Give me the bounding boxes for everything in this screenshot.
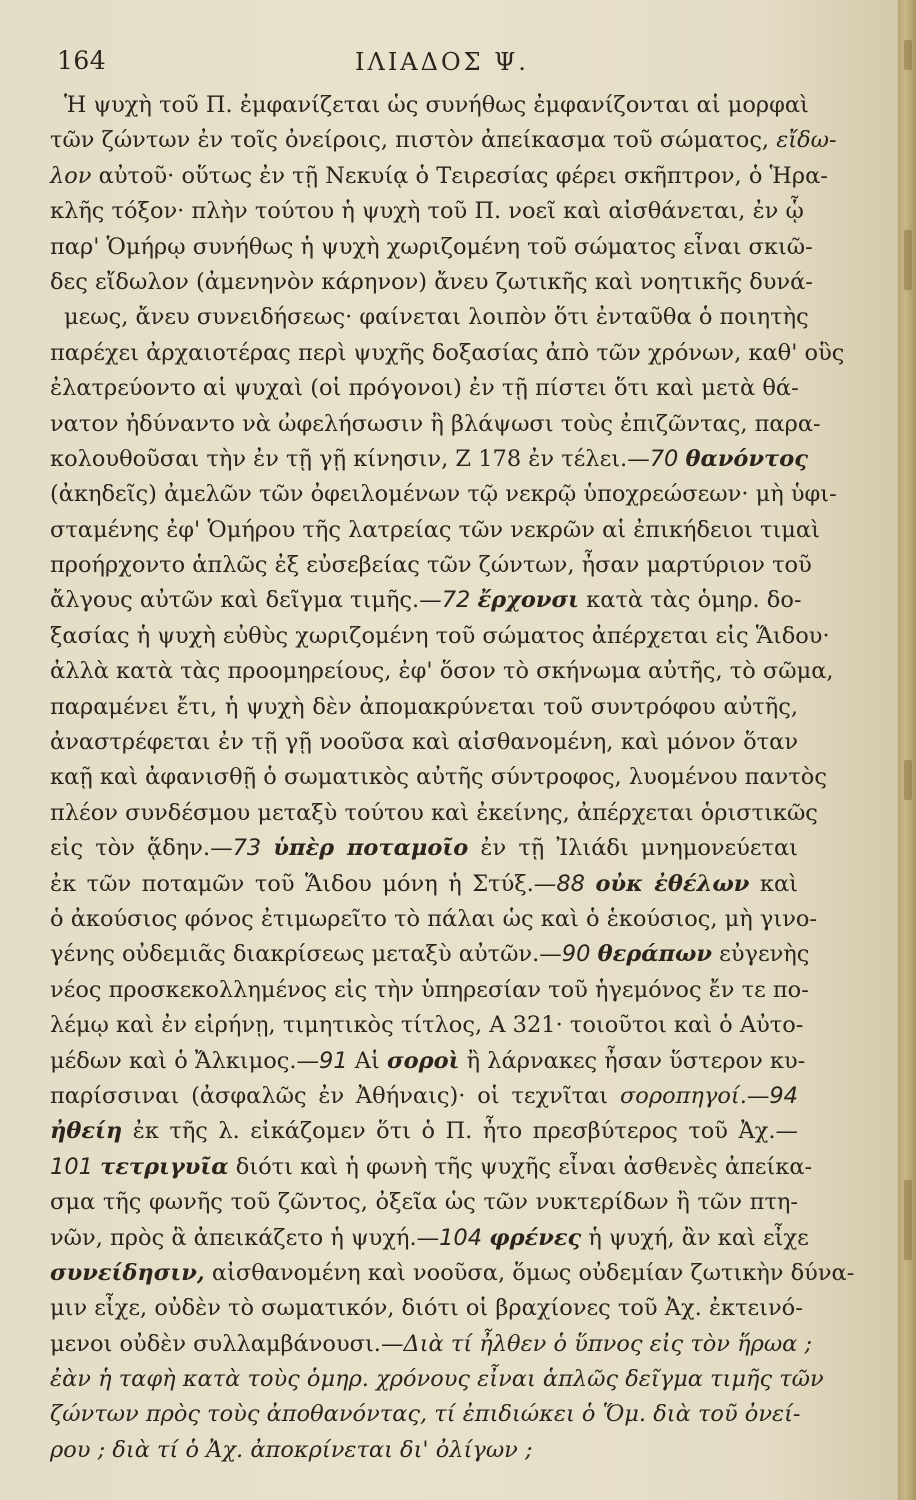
text-segment: προήρχοντο ἁπλῶς ἐξ εὐσεβείας τῶν ζώντων, ἦσαν μαρτύριον τοῦ xyxy=(50,552,812,579)
running-title: ΙΛΙΑΔΟΣ Ψ. xyxy=(355,48,529,76)
text-line xyxy=(50,973,809,1008)
text-segment: κατὰ τὰς ὁμηρ. δο- xyxy=(579,587,802,614)
text-segment: ἐκ τῆς λ. εἰκάζομεν ὅτι ὁ Π. ἦτο πρεσβύτερος τοῦ Ἀχ.— xyxy=(122,1118,798,1145)
edge-stain xyxy=(904,230,912,290)
line-reference: 104 xyxy=(439,1224,483,1251)
text-segment: Διὰ τί ἦλθεν ὁ ὕπνος εἰς τὸν ἥρωα ; xyxy=(403,1330,813,1357)
text-segment: παρ' Ὁμήρῳ συνήθως ἡ ψυχὴ χωριζομένη τοῦ σώματος εἶναι σκιῶ- xyxy=(50,233,813,260)
text-segment xyxy=(678,446,685,472)
text-line xyxy=(50,371,798,406)
text-segment: σταμένης ἐφ' Ὁμήρου τῆς λατρείας τῶν νεκρῶν αἱ ἐπικήδειοι τιμαὶ xyxy=(50,516,820,543)
edge-stain xyxy=(904,760,912,800)
text-segment: νατον ἠδύναντο νὰ ὠφελήσωσιν ἢ βλάψωσι τοὺς ἐπιζῶντας, παρα- xyxy=(50,410,821,437)
text-segment: νῶν, πρὸς ἃ ἀπεικάζετο ἡ ψυχή.— xyxy=(50,1224,440,1251)
text-segment: ἀναστρέφεται ἐν τῇ γῇ νοοῦσα καὶ αἰσθανομένη, καὶ μόνον ὅταν xyxy=(50,729,798,756)
text-line xyxy=(50,725,798,760)
lemma: θεράπων xyxy=(597,941,713,968)
text-line xyxy=(50,1008,804,1043)
text-line xyxy=(50,1079,798,1114)
text-segment: εἰς τὸν ᾅδην.— xyxy=(50,835,233,862)
text-segment: κλῆς τόξον· πλὴν τούτου ἡ ψυχὴ τοῦ Π. νοεῖ καὶ αἰσθάνεται, ἐν ᾧ xyxy=(50,198,804,225)
page-edge xyxy=(898,0,916,1500)
text-line xyxy=(50,1114,798,1149)
text-line xyxy=(50,1397,801,1432)
page-number: 164 xyxy=(57,46,107,75)
text-line xyxy=(50,937,810,972)
text-line xyxy=(50,300,809,335)
text-segment: γένης οὐδεμιᾶς διακρίσεως μεταξὺ αὐτῶν.— xyxy=(50,941,562,968)
text-segment: ὁ ἀκούσιος φόνος ἐτιμωρεῖτο τὸ πάλαι ὡς καὶ ὁ ἑκούσιος, μὴ γινο- xyxy=(50,905,818,932)
page-header xyxy=(55,40,815,80)
text-line xyxy=(50,1185,798,1220)
text-segment: καὶ xyxy=(749,870,799,897)
text-segment: παραμένει ἔτι, ἡ ψυχὴ δὲν ἀπομακρύνεται τοῦ συντρόφου αὐτῆς, xyxy=(50,693,798,720)
text-segment: ἐκ τῶν ποταμῶν τοῦ Ἅιδου μόνη ἡ Στύξ.— xyxy=(50,870,557,897)
text-segment: (ἀκηδεῖς) ἀμελῶν τῶν ὀφειλομένων τῷ νεκρῷ ὑποχρεώσεων· μὴ ὑφι- xyxy=(50,481,837,508)
edge-stain xyxy=(904,1180,912,1260)
text-segment: ἐν τῇ Ἰλιάδι μνημονεύεται xyxy=(468,835,798,862)
text-segment: λον xyxy=(50,162,92,189)
commentary-text xyxy=(50,88,855,1468)
text-segment: δες εἴδωλον (ἀμενηνὸν κάρηνον) ἄνευ ζωτικῆς καὶ νοητικῆς δυνά- xyxy=(50,268,813,295)
text-segment xyxy=(590,941,597,967)
text-segment: εὐγενὴς xyxy=(712,941,810,968)
line-reference: 73 xyxy=(232,835,262,862)
text-segment: σοροπηγοί. xyxy=(619,1082,747,1109)
text-segment: ἡ ψυχή, ἂν καὶ εἶχε xyxy=(581,1224,809,1251)
line-reference: 88 xyxy=(556,870,585,897)
text-segment: ἄλγους αὐτῶν καὶ δεῖγμα τιμῆς.— xyxy=(50,587,442,614)
line-reference: 90 xyxy=(561,941,591,968)
text-line xyxy=(50,1150,813,1185)
text-line xyxy=(50,1221,809,1256)
text-line xyxy=(50,123,837,158)
text-line xyxy=(50,230,813,265)
line-reference: 94 xyxy=(769,1082,798,1109)
text-segment: μενοι οὐδὲν συλλαμβάνουσι.— xyxy=(50,1330,404,1357)
text-segment: ἀλλὰ κατὰ τὰς προομηρείους, ἐφ' ὅσον τὸ σκήνωμα αὐτῆς, τὸ σῶμα, xyxy=(50,658,834,685)
text-segment: — xyxy=(746,1082,770,1109)
text-line xyxy=(50,1433,798,1468)
text-segment: παρίσσιναι (ἀσφαλῶς ἐν Ἀθήναις)· οἱ τεχνῖται xyxy=(50,1082,620,1109)
text-segment: διότι καὶ ἡ φωνὴ τῆς ψυχῆς εἶναι ἀσθενὲς ἀπείκα- xyxy=(228,1153,813,1180)
text-segment: λέμῳ καὶ ἐν εἰρήνῃ, τιμητικὸς τίτλος, Α 321· τοιοῦτοι καὶ ὁ Αὐτο- xyxy=(50,1012,804,1039)
text-line xyxy=(50,194,804,229)
text-line xyxy=(50,265,813,300)
text-segment: αἰσθανομένη καὶ νοοῦσα, ὅμως οὐδεμίαν ζωτικὴν δύνα- xyxy=(204,1259,855,1286)
text-segment: παρέχει ἀρχαιοτέρας περὶ ψυχῆς δοξασίας ἀπὸ τῶν χρόνων, καθ' οὓς xyxy=(50,339,845,366)
text-line xyxy=(50,1327,813,1362)
lemma: θανόντος xyxy=(685,445,808,472)
text-segment: Ἡ ψυχὴ τοῦ Π. ἐμφανίζεται ὡς συνήθως ἐμφανίζονται αἱ μορφαὶ xyxy=(64,92,809,118)
text-line xyxy=(50,88,809,123)
text-segment: ἐλατρεύοντο αἱ ψυχαὶ (οἱ πρόγονοι) ἐν τῇ πίστει ὅτι καὶ μετὰ θά- xyxy=(50,375,799,402)
text-segment: πλέον συνδέσμου μεταξὺ τούτου καὶ ἐκείνης, ἀπέρχεται ὁριστικῶς xyxy=(50,799,818,826)
line-reference: 101 xyxy=(50,1153,93,1180)
text-segment: νέος προσκεκολλημένος εἰς τὴν ὑπηρεσίαν τοῦ ἡγεμόνος ἔν τε πο- xyxy=(50,976,809,1003)
text-segment xyxy=(261,835,273,861)
lemma: τετριγυῖα xyxy=(100,1153,229,1180)
lemma: ἠθείη xyxy=(50,1118,123,1145)
text-segment: ἐὰν ἡ ταφὴ κατὰ τοὺς ὁμηρ. χρόνους εἶναι ἁπλῶς δεῖγμα τιμῆς τῶν xyxy=(50,1366,824,1393)
text-segment: μεως, ἄνευ συνειδήσεως· φαίνεται λοιπὸν ὅτι ἐνταῦθα ὁ ποιητὴς xyxy=(64,304,809,331)
text-line xyxy=(50,159,828,194)
text-line xyxy=(50,619,830,654)
text-segment: τῶν ζώντων ἐν τοῖς ὀνείροις, πιστὸν ἀπείκασμα τοῦ σώματος, xyxy=(50,127,777,154)
text-line xyxy=(50,902,818,937)
text-segment: καῇ καὶ ἀφανισθῇ ὁ σωματικὸς αὐτῆς σύντροφος, λυομένου παντὸς xyxy=(50,764,827,791)
text-segment: ρου ; διὰ τί ὁ Ἀχ. ἀποκρίνεται δι' ὀλίγων ; xyxy=(50,1436,533,1463)
text-line xyxy=(50,513,820,548)
text-line xyxy=(50,760,827,795)
text-segment xyxy=(585,871,596,897)
lemma: ὑπὲρ ποταμοῖο xyxy=(273,835,469,862)
line-reference: 72 xyxy=(441,587,471,614)
lemma: ἔρχονσι xyxy=(477,587,580,614)
text-line xyxy=(50,548,812,583)
text-line xyxy=(50,583,802,618)
text-segment: μιν εἶχε, οὐδὲν τὸ σωματικόν, διότι οἱ βραχίονες τοῦ Ἀχ. ἐκτεινό- xyxy=(50,1295,803,1322)
text-line xyxy=(50,336,845,371)
text-segment: κολουθοῦσαι τὴν ἐν τῇ γῇ κίνησιν, Ζ 178 ἐν τέλει.— xyxy=(50,445,650,472)
text-line xyxy=(50,407,821,442)
text-line xyxy=(50,442,808,477)
lemma: συνείδησιν, xyxy=(50,1259,205,1286)
text-line xyxy=(50,1291,803,1326)
text-line xyxy=(50,654,834,689)
text-line xyxy=(50,1362,824,1397)
edge-stain xyxy=(904,40,912,70)
text-segment: ζώντων πρὸς τοὺς ἀποθανόντας, τί ἐπιδιώκει ὁ Ὅμ. διὰ τοῦ ὀνεί- xyxy=(50,1401,801,1428)
text-segment: αὐτοῦ· οὕτως ἐν τῇ Νεκυίᾳ ὁ Τειρεσίας φέρει σκῆπτρον, ὁ Ἡρα- xyxy=(91,162,828,189)
text-line xyxy=(50,796,818,831)
text-segment: μέδων καὶ ὁ Ἄλκιμος.— xyxy=(50,1047,320,1074)
line-reference: 91 xyxy=(319,1047,348,1074)
text-segment: σμα τῆς φωνῆς τοῦ ζῶντος, ὀξεῖα ὡς τῶν νυκτερίδων ἢ τῶν πτη- xyxy=(50,1189,798,1216)
text-line xyxy=(50,1044,806,1079)
text-line xyxy=(50,477,837,512)
lemma: οὐκ ἐθέλων xyxy=(595,870,750,897)
text-segment: ξασίας ἡ ψυχὴ εὐθὺς χωριζομένη τοῦ σώματος ἀπέρχεται εἰς Ἅιδου· xyxy=(50,622,830,649)
line-reference: 70 xyxy=(649,445,679,472)
text-segment: εἴδω- xyxy=(776,127,837,154)
text-line xyxy=(50,1256,855,1291)
text-line xyxy=(50,690,798,725)
text-segment: ἢ λάρνακες ἦσαν ὕστερον κυ- xyxy=(459,1047,806,1074)
text-line xyxy=(50,831,798,866)
lemma: σοροὶ xyxy=(387,1047,460,1074)
lemma: φρένες xyxy=(489,1224,582,1251)
text-segment: Αἱ xyxy=(347,1047,388,1074)
text-line xyxy=(50,867,798,902)
